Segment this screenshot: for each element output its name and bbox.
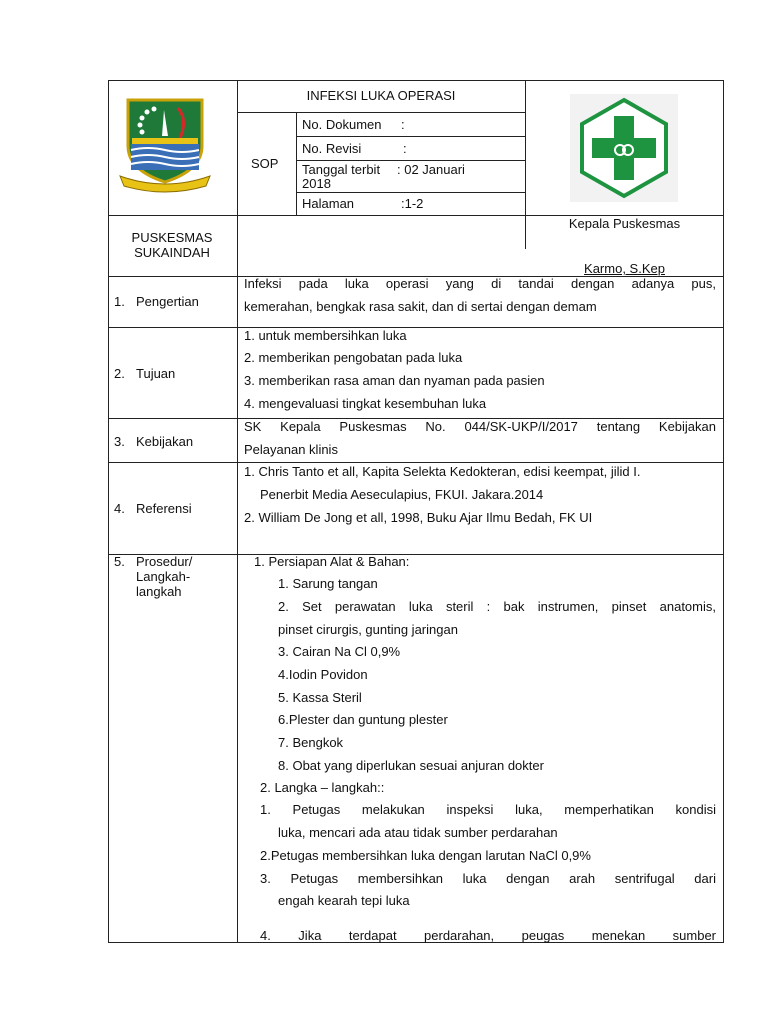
referensi-label: Referensi — [136, 501, 192, 516]
prosedur-line-7: 5. Kassa Steril — [278, 690, 362, 705]
prosedur-line-2: 1. Sarung tangan — [278, 576, 378, 591]
tujuan-line-3: 3. memberikan rasa aman dan nyaman pada pasien — [244, 373, 545, 388]
org-name-line1: PUSKESMAS — [131, 230, 213, 245]
doc-number-value: : — [401, 117, 405, 132]
pengertian-line-2: kemerahan, bengkak rasa sakit, dan di sertai dengan demam — [244, 299, 597, 314]
prosedur-line-1: 1. Persiapan Alat & Bahan: — [254, 554, 410, 569]
issue-date-label: Tanggal terbit — [302, 162, 381, 177]
prosedur-line-14: 2.Petugas membersihkan luka dengan larutan NaCl 0,9% — [260, 848, 591, 863]
referensi-line-2: Penerbit Media Aeseculapius, FKUI. Jakara.2014 — [260, 487, 544, 502]
section-line-1 — [108, 327, 724, 328]
prosedur-label-3: langkah — [136, 584, 182, 599]
referensi-number: 4. — [114, 501, 125, 516]
kebijakan-line-2: Pelayanan klinis — [244, 442, 338, 457]
revision-label: No. Revisi — [302, 141, 362, 156]
issue-date-year: 2018 — [302, 176, 331, 191]
doc-row-line-2 — [296, 160, 526, 161]
prosedur-line-5: 3. Cairan Na Cl 0,9% — [278, 644, 401, 659]
doc-row-line-1 — [296, 136, 526, 137]
table-border-top — [108, 80, 724, 81]
prosedur-line-16: engah kearah tepi luka — [278, 893, 410, 908]
section-line-4 — [108, 554, 724, 555]
doc-number-label: No. Dokumen — [302, 117, 382, 132]
pengertian-label: Pengertian — [136, 294, 199, 309]
table-column-divider — [237, 80, 238, 943]
prosedur-line-11: 2. Langka – langkah:: — [260, 780, 385, 795]
kebijakan-line-1: SK Kepala Puskesmas No. 044/SK-UKP/I/2017 tentang Kebijakan — [244, 419, 716, 434]
sop-label: SOP — [251, 156, 279, 171]
tujuan-line-1: 1. untuk membersihkan luka — [244, 328, 407, 343]
prosedur-line-3: 2. Set perawatan luka steril : bak instrumen, pinset anatomis, — [278, 599, 716, 614]
prosedur-line-12: 1. Petugas melakukan inspeksi luka, memperhatikan kondisi — [260, 802, 716, 817]
kebijakan-number: 3. — [114, 434, 125, 449]
pengertian-number: 1. — [114, 294, 125, 309]
head-name: Karmo, S.Kep — [584, 261, 665, 276]
prosedur-label-1: Prosedur/ — [136, 554, 193, 569]
prosedur-line-8: 6.Plester dan guntung plester — [278, 712, 448, 727]
org-name-line2: SUKAINDAH — [134, 245, 210, 260]
prosedur-line-4: pinset cirurgis, gunting jaringan — [278, 622, 458, 637]
prosedur-label-2: Langkah- — [136, 569, 191, 584]
prosedur-line-17: 4. Jika terdapat perdarahan, peugas menekan sumber — [260, 928, 716, 943]
doc-row-line-3 — [296, 192, 526, 193]
prosedur-line-13: luka, mencari ada atau tidak sumber perdarahan — [278, 825, 558, 840]
kebijakan-label: Kebijakan — [136, 434, 194, 449]
document-title: INFEKSI LUKA OPERASI — [306, 88, 456, 103]
head-title: Kepala Puskesmas — [568, 216, 681, 231]
section-line-3 — [108, 462, 724, 463]
prosedur-line-6: 4.Iodin Povidon — [278, 667, 368, 682]
revision-value: : — [403, 141, 407, 156]
header-divider-sop — [296, 112, 297, 215]
referensi-line-1: 1. Chris Tanto et all, Kapita Selekta Kedokteran, edisi keempat, jilid I. — [244, 464, 641, 479]
prosedur-line-10: 8. Obat yang diperlukan sesuai anjuran dokter — [278, 758, 544, 773]
tujuan-line-4: 4. mengevaluasi tingkat kesembuhan luka — [244, 396, 487, 411]
referensi-line-3: 2. William De Jong et all, 1998, Buku Ajar Ilmu Bedah, FK UI — [244, 510, 593, 525]
page-value: :1-2 — [401, 196, 424, 211]
tujuan-number: 2. — [114, 366, 125, 381]
prosedur-line-9: 7. Bengkok — [278, 735, 344, 750]
pengertian-line-1: Infeksi pada luka operasi yang di tandai dengan adanya pus, — [244, 276, 716, 291]
issue-date-value: : 02 Januari — [397, 162, 465, 177]
prosedur-number: 5. — [114, 554, 125, 569]
tujuan-label: Tujuan — [136, 366, 176, 381]
table-border-right — [723, 80, 724, 943]
puskesmas-logo — [570, 94, 678, 202]
table-border-left — [108, 80, 109, 943]
page-label: Halaman — [302, 196, 355, 211]
prosedur-line-15: 3. Petugas membersihkan luka dengan arah sentrifugal dari — [260, 871, 716, 886]
tujuan-line-2: 2. memberikan pengobatan pada luka — [244, 350, 463, 365]
title-row-line — [237, 112, 526, 113]
regional-crest-logo — [118, 96, 212, 194]
